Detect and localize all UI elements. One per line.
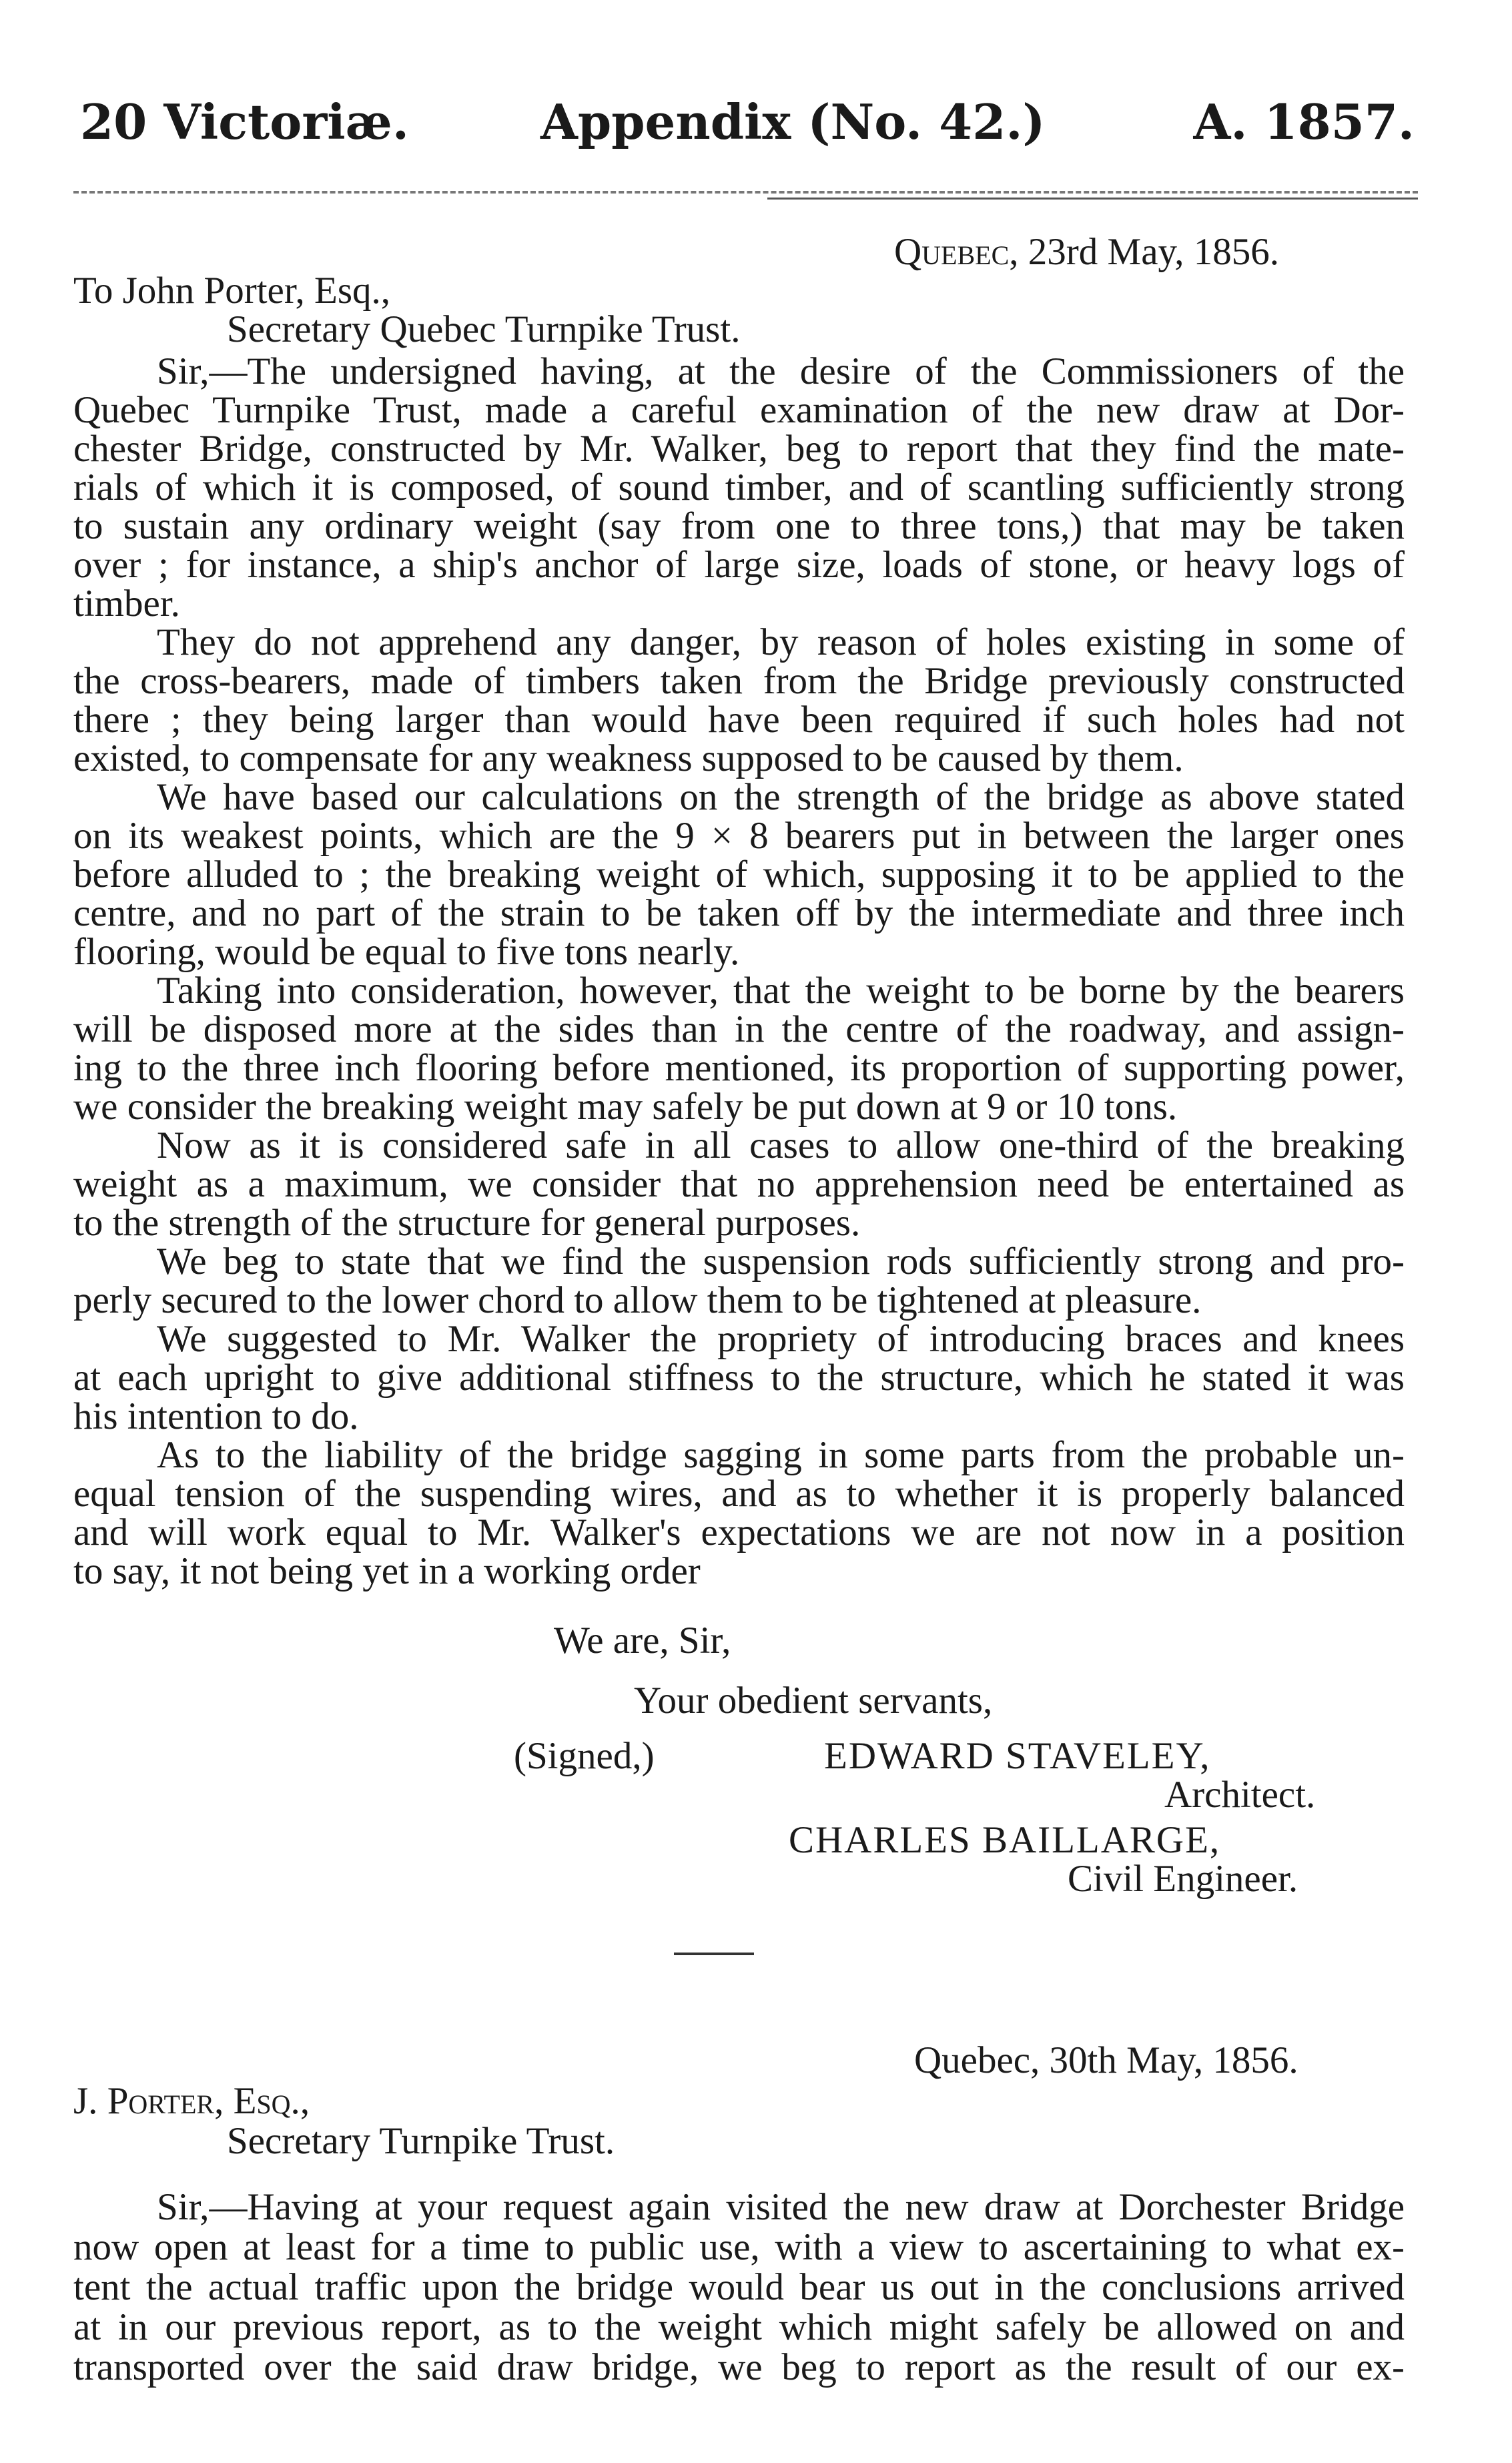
letter1-dateline: Quebec, 23rd May, 1856. [894,231,1280,273]
page-header [80,93,1415,153]
letter1-line-2: Quebec Turnpike Trust, made a careful examination of the new draw at Dor- [73,389,1405,431]
letter1-line-27: at each upright to give additional stiffness to the structure, which he stated it was [73,1357,1405,1399]
letter1-line-5: to sustain any ordinary weight (say from one to three tons,) that may be taken [73,505,1405,547]
letter1-line-18: will be disposed more at the sides than in the centre of the roadway, and assign- [73,1008,1405,1050]
letter2-addressee: J. Porter, Esq., [73,2080,310,2122]
letter1-line-26: We suggested to Mr. Walker the propriety of introducing braces and knees [157,1318,1405,1360]
letter1-line-17: Taking into consideration, however, that the weight to be borne by the bearers [157,970,1405,1012]
letter1-line-30: equal tension of the suspending wires, and as to whether it is properly balanced [73,1473,1405,1515]
letter1-line-3: chester Bridge, constructed by Mr. Walker, beg to report that they find the mate- [73,428,1405,470]
header-session: 20 Victoriæ. [80,93,409,150]
letter1-closing-2: Your obedient servants, [634,1680,993,1722]
letter1-line-29: As to the liability of the bridge sagging in some parts from the probable un- [157,1434,1405,1476]
letter1-line-28: his intention to do. [73,1395,359,1437]
letter1-line-8: They do not apprehend any danger, by reason of holes existing in some of [157,621,1405,663]
letter2-line-5: transported over the said draw bridge, we beg to report as the result of our ex- [73,2346,1405,2388]
letter1-line-15: centre, and no part of the strain to be taken off by the intermediate and three inch [73,892,1405,934]
letter1-closing-1: We are, Sir, [554,1620,731,1662]
letter1-line-11: existed, to compensate for any weakness supposed to be caused by them. [73,737,1184,779]
letter1-addressee: To John Porter, Esq., [73,270,391,312]
letter1-line-9: the cross-bearers, made of timbers taken from the Bridge previously constructed [73,660,1405,702]
letter1-signer2-title: Civil Engineer. [1068,1858,1298,1900]
letter1-line-14: before alluded to ; the breaking weight of which, supposing it to be applied to the [73,853,1405,896]
letter1-line-31: and will work equal to Mr. Walker's expectations we are not now in a position [73,1511,1405,1553]
letter2-line-3: tent the actual traffic upon the bridge would bear us out in the conclusions arrived [73,2266,1405,2308]
header-rule-solid [767,198,1418,200]
letter1-line-24: We beg to state that we find the suspension rods sufficiently strong and pro- [157,1241,1405,1283]
letter1-line-4: rials of which it is composed, of sound timber, and of scantling sufficiently strong [73,466,1405,508]
header-appendix: Appendix (No. 42.) [540,93,1046,150]
letter2-line-4: at in our previous report, as to the weight which might safely be allowed on and [73,2306,1405,2348]
letter1-line-21: Now as it is considered safe in all cases to allow one-third of the breaking [157,1124,1405,1166]
letter1-line-22: weight as a maximum, we consider that no apprehension need be entertained as [73,1163,1405,1205]
letter1-line-20: we consider the breaking weight may safely be put down at 9 or 10 tons. [73,1086,1178,1128]
letter1-line-6: over ; for instance, a ship's anchor of large size, loads of stone, or heavy logs of [73,544,1405,586]
letter-divider [674,1953,754,1955]
letter2-line-2: now open at least for a time to public use, with a view to ascertaining to what ex- [73,2226,1405,2268]
header-year: A. 1857. [1193,93,1415,150]
letter2-addressee-title: Secretary Turnpike Trust. [227,2120,615,2162]
letter1-line-10: there ; they being larger than would have been required if such holes had not [73,699,1405,741]
letter1-signer2-name: CHARLES BAILLARGE, [789,1819,1221,1861]
letter2-line-1: Sir,—Having at your request again visited the new draw at Dorchester Bridge [157,2186,1405,2228]
letter1-line-12: We have based our calculations on the strength of the bridge as above stated [157,776,1405,818]
letter1-line-19: ing to the three inch flooring before mentioned, its proportion of supporting power, [73,1047,1405,1089]
header-rule [73,191,1418,194]
letter1-line-1: Sir,—The undersigned having, at the desire of the Commissioners of the [157,350,1405,392]
letter1-line-13: on its weakest points, which are the 9 × 8 bearers put in between the larger ones [73,815,1405,857]
letter1-line-23: to the strength of the structure for general purposes. [73,1202,861,1244]
letter1-signer1-title: Architect. [1164,1774,1316,1816]
letter1-signer1-name: EDWARD STAVELEY, [824,1735,1211,1777]
letter2-dateline: Quebec, 30th May, 1856. [914,2039,1298,2081]
letter1-line-32: to say, it not being yet in a working order [73,1550,701,1592]
letter1-addressee-title: Secretary Quebec Turnpike Trust. [227,308,741,350]
letter1-line-7: timber. [73,583,180,625]
letter1-line-16: flooring, would be equal to five tons nearly. [73,931,740,973]
letter1-signed: (Signed,) [514,1735,655,1777]
letter1-line-25: perly secured to the lower chord to allow them to be tightened at pleasure. [73,1279,1202,1321]
